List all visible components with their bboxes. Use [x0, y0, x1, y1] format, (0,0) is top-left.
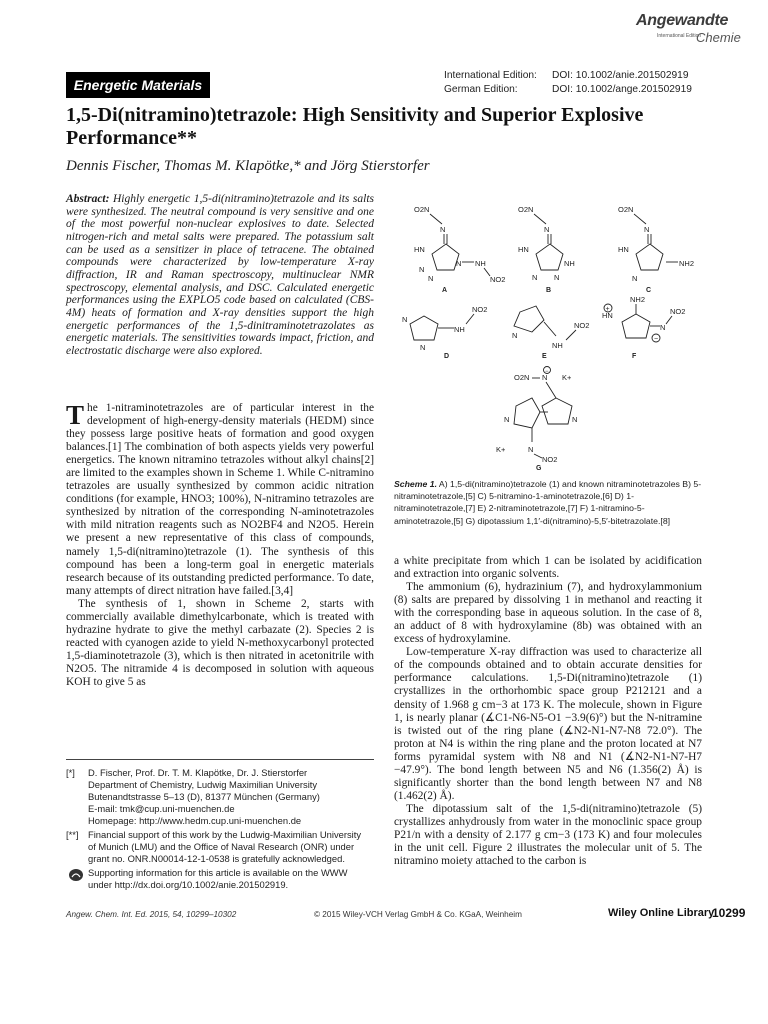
svg-text:−: −	[654, 336, 659, 343]
scheme-structure-D	[402, 305, 487, 360]
atom-label: NO2	[542, 455, 558, 464]
footnote-supporting-info: Supporting information for this article is available on the WWW under http://dx.doi.org/10.1002/anie.201502919.	[66, 867, 374, 891]
abstract-text: Highly energetic 1,5-di(nitramino)tetrazole and its salts were synthesized. The neutral compound is very sensitive and one of the most powerful non-nuclear explosives to date. Selected nitrogen-rich and metal salts were prepared. The potassium salt can be used as a sensitizer in place of tetracene. The obtained compounds were characterized by low-temperature X-ray diffraction, IR and Raman spectroscopy, multinuclear NMR spectroscopy, elemental analysis, and DSC. Calculated energetic performances using the EXPLO5 code based on calculated (CBS-4M) heats of formation and X-ray densities support the high energetic performances of the 1,5-dinitraminotetrazolates as energetic materials. The sensitivities towards impact, friction, and electrostatic discharge were also explored.	[66, 193, 375, 357]
atom-label: K+	[496, 445, 506, 454]
email-link[interactable]: E-mail: tmk@cup.uni-muenchen.de	[88, 802, 235, 814]
atom-label: N	[554, 273, 560, 282]
atom-label: NO2	[472, 305, 488, 314]
atom-label: O2N	[514, 373, 530, 382]
body-paragraph: The synthesis of 1, shown in Scheme 2, starts with commercially available dimethylcarbonate, which is treated with hydrazine hydrate to give the methyl carbazate (2). Species 2 is reacted with cyanogen azide to yield N-methoxycarbonyl protected 1,5-diaminotetrazole (3), which is then nitrated in acetonitrile with N2O5. The nitramide 4 is decomposed in solution with aqueous KOH to give 5 as	[66, 597, 374, 688]
atom-label: HN	[602, 311, 613, 320]
scheme-structure-G	[496, 367, 577, 473]
body-left-column	[66, 402, 374, 689]
homepage-link[interactable]: Homepage: http://www.hedm.cup.uni-muenchen.de	[88, 814, 302, 826]
doi-german[interactable]: German Edition: DOI: 10.1002/ange.201502919	[444, 84, 692, 95]
footnote-mark: [**]	[66, 829, 79, 840]
atom-label: NH	[454, 325, 465, 334]
structure-label: F	[632, 353, 637, 360]
footer-library-link[interactable]: Wiley Online Library	[608, 907, 715, 919]
atom-label: HN	[518, 245, 529, 254]
supporting-info-link[interactable]: under http://dx.doi.org/10.1002/anie.201502919.	[88, 878, 289, 890]
article-authors: Dennis Fischer, Thomas M. Klapötke,* and Jörg Stierstorfer	[66, 158, 430, 174]
atom-label: K+	[562, 373, 572, 382]
footnote-divider	[66, 759, 374, 760]
footnote-affiliation: [*] D. Fischer, Prof. Dr. T. M. Klapötke, Dr. J. Stierstorfer Department of Chemistry, Ludwig Maximilian University Butenandtstrasse 5–13 (D), 81377 München (Germany) E-mail: tmk@cup.uni-muenchen.de Homepage: http://www.hedm.cup.uni-muenchen.de	[66, 767, 374, 827]
atom-label: NH2	[679, 259, 695, 268]
atom-label: N	[428, 274, 434, 283]
atom-label: NH2	[630, 295, 646, 304]
body-paragraph: The ammonium (6), hydrazinium (7), and hydroxylammonium (8) salts are prepared by dissolving 1 in methanol and reacting it with the corresponding base in aqueous solution. In the case of 8, an adduct of 8 with hydroxylamine (8b) was obtained with an excess of hydroxylamine.	[394, 581, 702, 646]
svg-text:+: +	[605, 306, 610, 313]
footer-citation: Angew. Chem. Int. Ed. 2015, 54, 10299–10302	[66, 910, 237, 919]
atom-label: NH	[564, 259, 575, 268]
atom-label: N	[572, 415, 578, 424]
footnote-mark: [*]	[66, 767, 75, 778]
abstract	[66, 193, 374, 358]
scheme-structure-C	[618, 205, 694, 294]
atom-label: N	[419, 265, 425, 274]
article-title: 1,5-Di(nitramino)tetrazole: High Sensitivity and Superior Explosive Performance**	[66, 104, 644, 149]
logo-chemie: Chemie	[696, 30, 741, 45]
body-paragraph: a white precipitate from which 1 can be isolated by acidification and extraction into organic solvents.	[394, 555, 702, 581]
scheme-structure-E	[512, 306, 589, 360]
atom-label: N	[512, 331, 518, 340]
section-tag: Energetic Materials	[66, 72, 210, 98]
body-right-column	[394, 555, 702, 868]
abstract-label: Abstract:	[66, 193, 110, 205]
atom-label: N	[542, 373, 548, 382]
scheme-structure-F	[602, 295, 685, 360]
atom-label: N	[440, 225, 446, 234]
atom-label: N	[532, 273, 538, 282]
atom-label: N	[644, 225, 650, 234]
page-number: 10299	[712, 906, 746, 920]
atom-label: NO2	[574, 321, 590, 330]
footnote-funding: [**] Financial support of this work by the Ludwig-Maximilian University of Munich (LMU) and the Office of Naval Research (ONR) under grant no. ONR.N00014-12-1-0538 is gratefully acknowledged.	[66, 829, 362, 864]
scheme-structure-B	[518, 205, 575, 294]
doi-international[interactable]: International Edition: DOI: 10.1002/anie.201502919	[444, 70, 689, 81]
atom-label: NH	[552, 341, 563, 350]
structure-label: E	[542, 353, 547, 360]
structure-label: C	[646, 287, 652, 294]
atom-label: N	[402, 315, 408, 324]
atom-label: HN	[618, 245, 629, 254]
supporting-info-icon	[68, 868, 84, 882]
body-paragraph: The dipotassium salt of the 1,5-di(nitramino)tetrazole (5) crystallizes anhydrously from water in the monoclinic space group P21/n with a density of 2.177 g cm−3 (173 K) and four molecules in the unit cell. Figure 2 illustrates the molecular unit of 5. The nitramino moiety attached to the carbon is	[394, 802, 702, 868]
atom-label: O2N	[618, 205, 634, 214]
atom-label: N	[504, 415, 510, 424]
journal-logo	[612, 10, 741, 50]
atom-label: N	[660, 323, 666, 332]
scheme-caption-label: Scheme 1.	[394, 479, 437, 489]
scheme-structure-A	[414, 205, 505, 294]
atom-label: NH	[475, 259, 486, 268]
scheme-caption-text: A) 1,5-di(nitramino)tetrazole (1) and known nitraminotetrazoles B) 5-nitraminotetrazole,[5] C) 5-nitramino-1-aminotetrazole,[6] D) 1-nitraminotetrazole,[7] E) 2-nitraminotetrazole,[7] F) 1-nitramino-5-aminotetrazole,[5] G) dipotassium 1,1′-di(nitramino)-5,5′-bitetrazolate.[8]	[394, 479, 702, 526]
body-paragraph: Low-temperature X-ray diffraction was used to characterize all of the compounds obtained and to obtain accurate densities for performance calculations. 1,5-Di(nitramino)tetrazole (1) crystallizes in the orthorhombic space group P212121 and a density of 1.968 g cm−3 at 173 K. The molecule, shown in Figure 1, is nearly planar (∡C1-N6-N5-O1 −3.9(6)°) but the N-nitramine is twisted out of the ring plane (∡N2-N1-N7-N8 72.0°). The proton at N4 is within the ring plane and the proton located at N7 forms pyramidal system with N8 and N1 (∡N2-N1-N7-H7 −47.9°). The bond length between N5 and N6 (1.356(2) Å) is significantly shorter than the bond length between N7 and N8 (1.462(2) Å).	[394, 646, 702, 802]
body-paragraph: The 1-nitraminotetrazoles are of particular interest in the development of high-energy-density materials (HEDM) since they possess large positive heats of formation and good oxygen balances.[1] The combination of both aspects yields very powerful energetics. The known nitramino tetrazoles without alkyl chains[2] are limited to the examples shown in Scheme 1. While C-nitramino tetrazoles are usually synthesized by common acidic nitration conditions (for example, HNO3; 100%), N-nitramino tetrazoles are synthesized by nitration of the corresponding N-aminotetrazoles with mild nitration reagents such as NO2BF4 and N2O5. Herein we present a new representative of this class of compounds, namely 1,5-di(nitramino)tetrazole (1). The synthesis of this compound has been a long-term goal in energetic materials research because of its outstanding predicted performance. To date, many attempts of direct nitration have failed.[3,4]	[66, 400, 374, 597]
dropcap: T	[66, 400, 85, 430]
logo-angewandte: Angewandte	[636, 12, 729, 29]
footer-copyright: © 2015 Wiley-VCH Verlag GmbH & Co. KGaA, Weinheim	[314, 910, 522, 919]
structure-label: D	[444, 353, 450, 360]
structure-label: B	[546, 287, 552, 294]
structure-label: G	[536, 465, 542, 472]
scheme-caption	[394, 478, 702, 527]
atom-label: O2N	[414, 205, 430, 214]
atom-label: N	[632, 274, 638, 283]
atom-label: N	[528, 445, 534, 454]
logo-edition: International Edition	[657, 33, 702, 39]
atom-label: NO2	[670, 307, 686, 316]
atom-label: N	[456, 259, 462, 268]
svg-text:−: −	[545, 369, 549, 375]
structure-label: A	[442, 287, 448, 294]
atom-label: O2N	[518, 205, 534, 214]
atom-label: N	[420, 343, 426, 352]
scheme-1-figure	[394, 196, 704, 476]
atom-label: NO2	[490, 275, 506, 284]
atom-label: HN	[414, 245, 425, 254]
atom-label: N	[544, 225, 550, 234]
